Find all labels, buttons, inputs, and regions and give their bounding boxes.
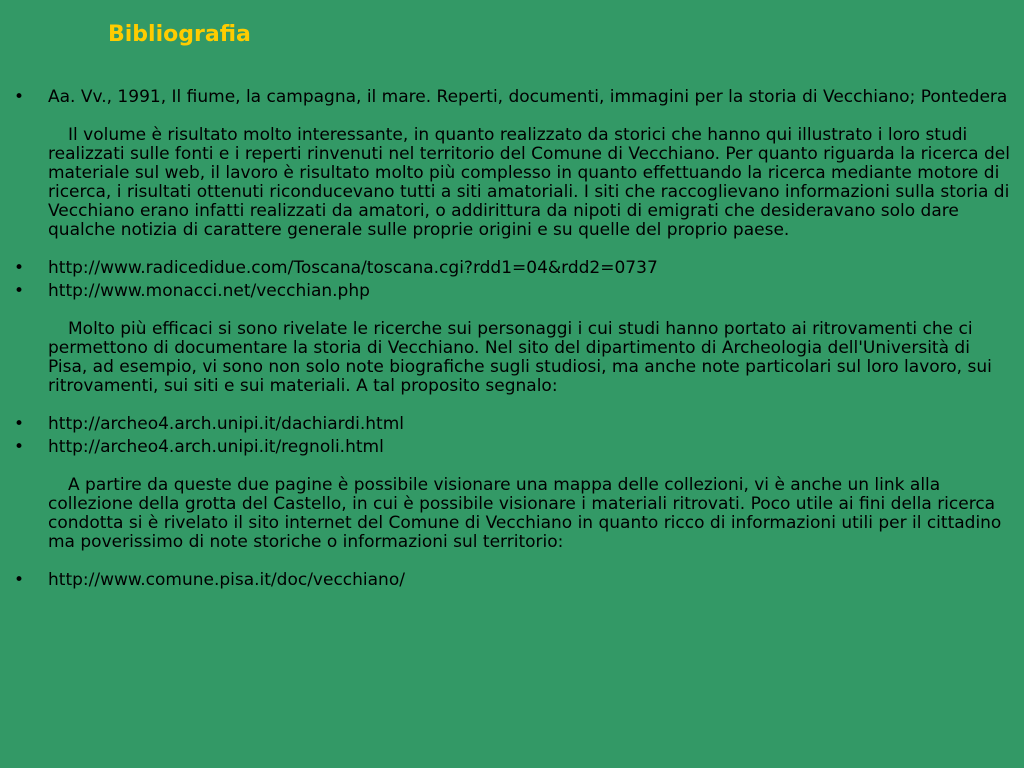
list-item xyxy=(14,88,1010,107)
list-item xyxy=(14,415,1010,434)
link-comune-pisa[interactable]: http://www.comune.pisa.it/doc/vecchiano/ xyxy=(48,570,405,590)
link-regnoli[interactable]: http://archeo4.arch.unipi.it/regnoli.html xyxy=(48,437,384,457)
paragraph: Molto più efficaci si sono rivelate le ricerche sui personaggi i cui studi hanno portato ai ritrovamenti che ci permettono di documentare la storia di Vecchiano. Nel sito del dipartimento di Archeologia dell'Università di Pisa, ad esempio, vi sono non solo note biografiche sugli studiosi, ma anche note particolari sul loro lavoro, sui ritrovamenti, sui siti e sui materiali. A tal proposito segnalo: xyxy=(48,319,992,396)
list-item xyxy=(14,259,1010,278)
link-dachiardi[interactable]: http://archeo4.arch.unipi.it/dachiardi.html xyxy=(48,414,404,434)
paragraph: A partire da queste due pagine è possibile visionare una mappa delle collezioni, vi è anche un link alla collezione della grotta del Castello, in cui è possibile visionare i materiali ritrovati. Poco utile ai fini della ricerca condotta si è rivelato il sito internet del Comune di Vecchiano in quanto ricco di informazioni utili per il cittadino ma poverissimo di note storiche o informazioni sul territorio: xyxy=(48,475,1002,552)
bullet-icon: • xyxy=(14,281,25,301)
list-item xyxy=(14,438,1010,457)
list-item xyxy=(14,571,1010,590)
bullet-icon: • xyxy=(14,258,25,278)
list-item xyxy=(14,282,1010,301)
bibliography-content xyxy=(14,88,1010,590)
bullet-icon: • xyxy=(14,87,25,107)
bullet-icon: • xyxy=(14,570,25,590)
paragraph: Il volume è risultato molto interessante, in quanto realizzato da storici che hanno qui illustrato i loro studi realizzati sulle fonti e i reperti rinvenuti nel territorio del Comune di Vecchiano. Per quanto riguarda la ricerca del materiale sul web, il lavoro è risultato molto più complesso in quanto effettuando la ricerca mediante motore di ricerca, i risultati ottenuti riconducevano tutti a siti amatoriali. I siti che raccoglievano informazioni sulla storia di Vecchiano erano infatti realizzati da amatori, o addirittura da nipoti di emigrati che desideravano solo dare qualche notizia di carattere generale sulle proprie origini e su quelle del proprio paese. xyxy=(48,125,1010,240)
link-monacci[interactable]: http://www.monacci.net/vecchian.php xyxy=(48,281,370,301)
bibliography-entry: Aa. Vv., 1991, Il fiume, la campagna, il mare. Reperti, documenti, immagini per la storia di Vecchiano; Pontedera xyxy=(48,87,1008,107)
page-title: Bibliografia xyxy=(108,22,251,47)
bullet-icon: • xyxy=(14,437,25,457)
bullet-icon: • xyxy=(14,414,25,434)
link-radicedidue[interactable]: http://www.radicedidue.com/Toscana/toscana.cgi?rdd1=04&rdd2=0737 xyxy=(48,258,658,278)
